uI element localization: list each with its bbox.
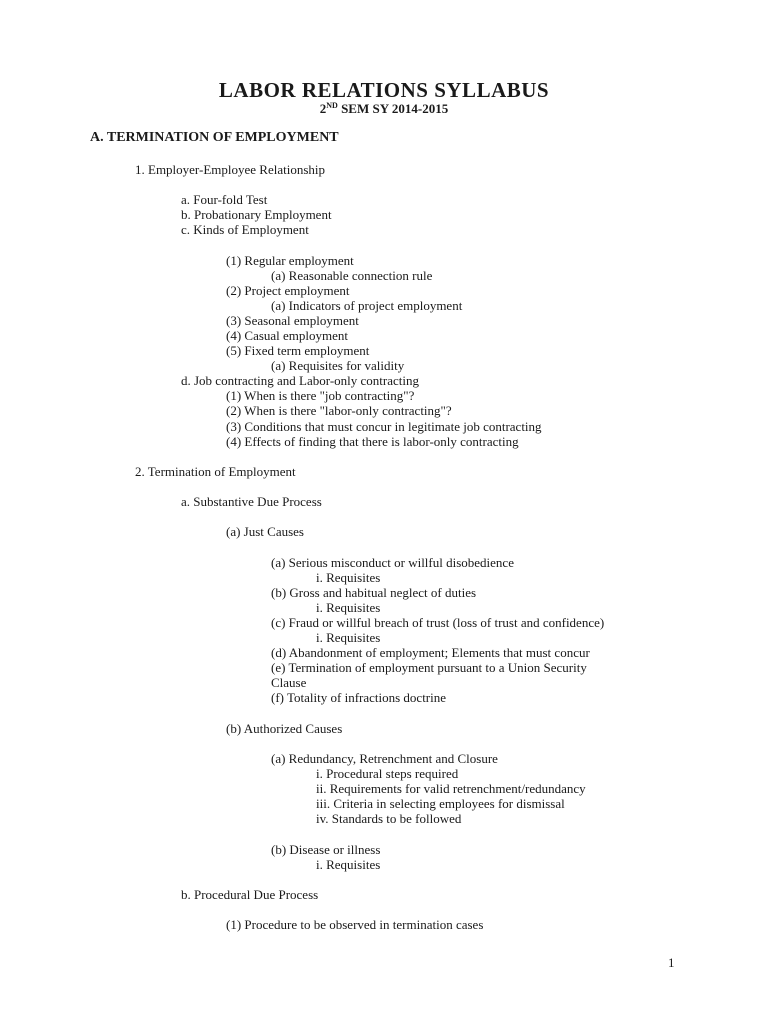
outline-item: (1) Regular employment [226, 253, 354, 268]
outline-item: (3) Seasonal employment [226, 313, 359, 328]
outline-item: (c) Fraud or willful breach of trust (loss of trust and confidence) [271, 615, 605, 630]
outline-item: (e) Termination of employment pursuant to a Union Security [271, 660, 587, 675]
outline-item: i. Requisites [316, 570, 381, 585]
outline-item: (1) Procedure to be observed in termination cases [226, 917, 484, 932]
outline-item: (4) Casual employment [226, 328, 349, 343]
outline-item: (b) Gross and habitual neglect of duties [271, 585, 477, 600]
subtitle-ordinal-suffix: ND [326, 101, 338, 110]
outline-item: b. Procedural Due Process [181, 887, 319, 902]
outline-item: i. Procedural steps required [316, 766, 459, 781]
outline-item: (1) When is there "job contracting"? [226, 388, 415, 403]
outline-item: ii. Requirements for valid retrenchment/redundancy [316, 781, 586, 796]
outline-item: (a) Indicators of project employment [271, 298, 463, 313]
outline-item: Clause [271, 675, 307, 690]
outline-item: iii. Criteria in selecting employees for dismissal [316, 796, 565, 811]
outline-item: (a) Requisites for validity [271, 358, 405, 373]
outline-item: (2) Project employment [226, 283, 350, 298]
outline-item: (a) Just Causes [226, 524, 304, 539]
outline-item: i. Requisites [316, 600, 381, 615]
outline-item: iv. Standards to be followed [316, 811, 462, 826]
outline-item: (a) Reasonable connection rule [271, 268, 433, 283]
section-heading-a: A. TERMINATION OF EMPLOYMENT [90, 130, 339, 145]
subtitle-text: SEM SY 2014-2015 [337, 101, 449, 116]
outline-item: a. Four-fold Test [181, 192, 268, 207]
subtitle-number: 2 [319, 101, 327, 116]
outline-item: (d) Abandonment of employment; Elements that must concur [271, 645, 590, 660]
outline-item: 1. Employer-Employee Relationship [135, 162, 326, 177]
outline-item: (a) Serious misconduct or willful disobedience [271, 555, 514, 570]
outline-item: (a) Redundancy, Retrenchment and Closure [271, 751, 498, 766]
outline-item: (5) Fixed term employment [226, 343, 370, 358]
outline-item: (b) Authorized Causes [226, 721, 343, 736]
outline-item: (b) Disease or illness [271, 842, 381, 857]
page-number: 1 [668, 955, 675, 970]
outline-item: i. Requisites [316, 857, 381, 872]
outline-item: d. Job contracting and Labor-only contracting [181, 373, 419, 388]
outline-item: (3) Conditions that must concur in legitimate job contracting [226, 419, 542, 434]
outline-item: c. Kinds of Employment [181, 222, 309, 237]
document-subtitle [0, 101, 768, 117]
outline-item: i. Requisites [316, 630, 381, 645]
outline-item: 2. Termination of Employment [135, 464, 296, 479]
outline-item: (2) When is there "labor-only contracting"? [226, 403, 452, 418]
outline-item: (f) Totality of infractions doctrine [271, 690, 447, 705]
outline-item: (4) Effects of finding that there is labor-only contracting [226, 434, 519, 449]
document-title: LABOR RELATIONS SYLLABUS [218, 78, 550, 102]
outline-item: b. Probationary Employment [181, 207, 332, 222]
outline-item: a. Substantive Due Process [181, 494, 322, 509]
